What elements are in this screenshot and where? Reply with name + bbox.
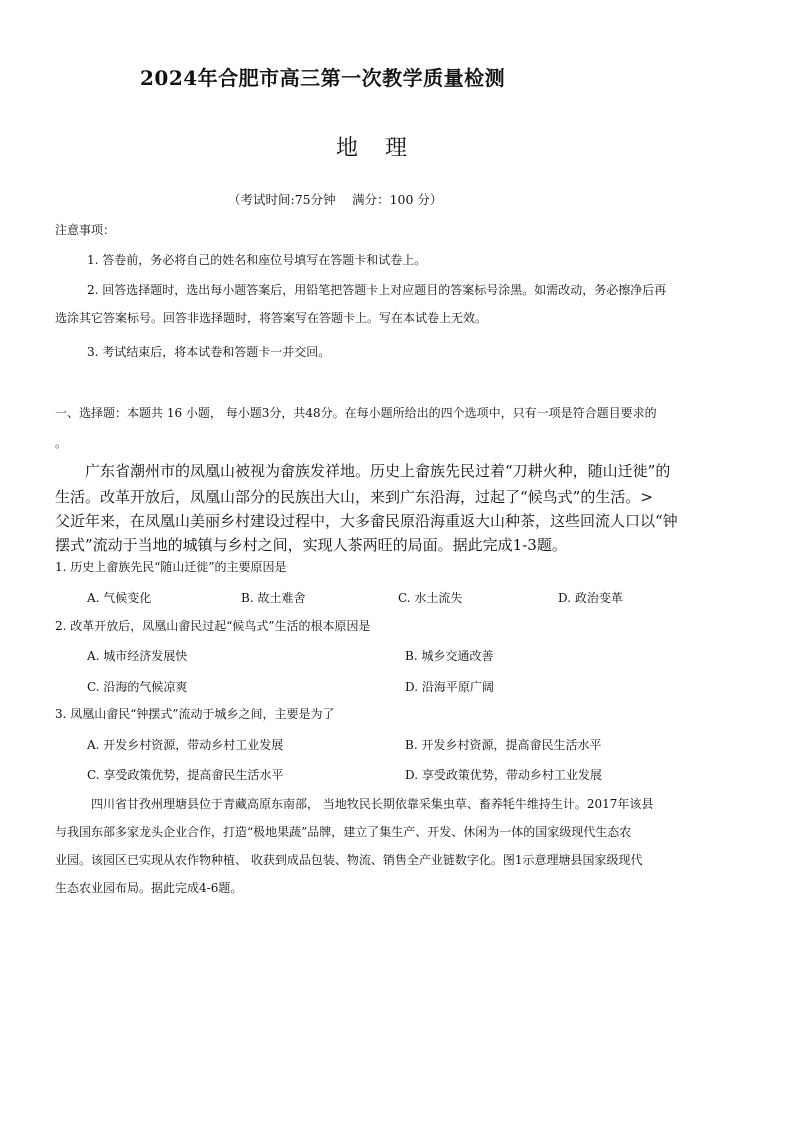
passage-line: 摆式”流动于当地的城镇与乡村之间，实现人茶两旺的局面。据此完成1-3题。 <box>55 536 567 554</box>
passage2-line: 四川省甘孜州理塘县位于青藏高原东南部， 当地牧民长期依靠采集虫草、畜养牦牛维持生计。2017年该县 <box>55 797 654 811</box>
option-1b: B. 故土难舍 <box>241 591 306 605</box>
passage-line: 父近年来，在凤凰山美丽乡村建设过程中，大多畲民原沿海重返大山种茶，这些回流人口以“钟 <box>55 512 678 530</box>
passage2-line: 与我国东部多家龙头企业合作，打造“极地果蔬”品牌，建立了集生产、开发、休闲为一体的国家级现代生态农 <box>55 825 632 839</box>
option-2a: A. 城市经济发展快 <box>87 649 188 663</box>
note-item: 选涂其它答案标号。回答非选择题时，将答案写在答题卡上。写在本试卷上无效。 <box>55 311 488 325</box>
option-3a: A. 开发乡村资源，带动乡村工业发展 <box>87 738 284 752</box>
option-2b: B. 城乡交通改善 <box>405 649 494 663</box>
exam-info: （考试时间:75分钟 满分：100 分） <box>228 192 443 207</box>
note-item: 1. 答卷前，务必将自己的姓名和座位号填写在答题卡和试卷上。 <box>87 253 427 267</box>
section-heading-tail: 。 <box>55 436 68 450</box>
passage2-line: 生态农业园布局。据此完成4-6题。 <box>55 881 243 895</box>
subject-title: 地 理 <box>336 136 417 161</box>
question-stem-3: 3. 凤凰山畲民“钟摆式”流动于城乡之间，主要是为了 <box>55 707 335 721</box>
option-3d: D. 享受政策优势，带动乡村工业发展 <box>405 768 602 782</box>
passage-line: 广东省潮州市的凤凰山被视为畲族发祥地。历史上畲族先民过着“刀耕火种，随山迁徙”的 <box>55 462 671 480</box>
option-1d: D. 政治变革 <box>558 591 623 605</box>
question-stem-1: 1. 历史上畲族先民“随山迁徙”的主要原因是 <box>55 560 287 574</box>
passage-line: 生活。改革开放后，凤凰山部分的民族出大山，来到广东沿海，过起了“候鸟式”的生活。> <box>55 488 653 506</box>
option-2d: D. 沿海平原广阔 <box>405 680 494 694</box>
option-1a: A. 气候变化 <box>87 591 152 605</box>
question-stem-2: 2. 改革开放后，凤凰山畲民过起“候鸟式”生活的根本原因是 <box>55 619 371 633</box>
exam-title: 2024年合肥市高三第一次教学质量检测 <box>140 66 506 90</box>
option-1c: C. 水土流失 <box>398 591 463 605</box>
passage2-line: 业园。该园区已实现从农作物种植、 收获到成品包装、物流、销售全产业链数字化。图1示意理塘县国家级现代 <box>55 853 643 867</box>
note-item: 3. 考试结束后，将本试卷和答题卡一并交回。 <box>87 345 331 359</box>
section-heading: 一、选择题：本题共 16 小题， 每小题3分，共48分。在每小题所给出的四个选项中，只有一项是符合题目要求的 <box>55 406 657 420</box>
option-3c: C. 享受政策优势，提高畲民生活水平 <box>87 768 284 782</box>
note-item: 2. 回答选择题时，选出每小题答案后，用铅笔把答题卡上对应题目的答案标号涂黑。如需改动，务必擦净后再 <box>87 283 667 297</box>
option-3b: B. 开发乡村资源，提高畲民生活水平 <box>405 738 602 752</box>
notes-heading: 注意事项： <box>55 223 116 237</box>
option-2c: C. 沿海的气候凉爽 <box>87 680 188 694</box>
